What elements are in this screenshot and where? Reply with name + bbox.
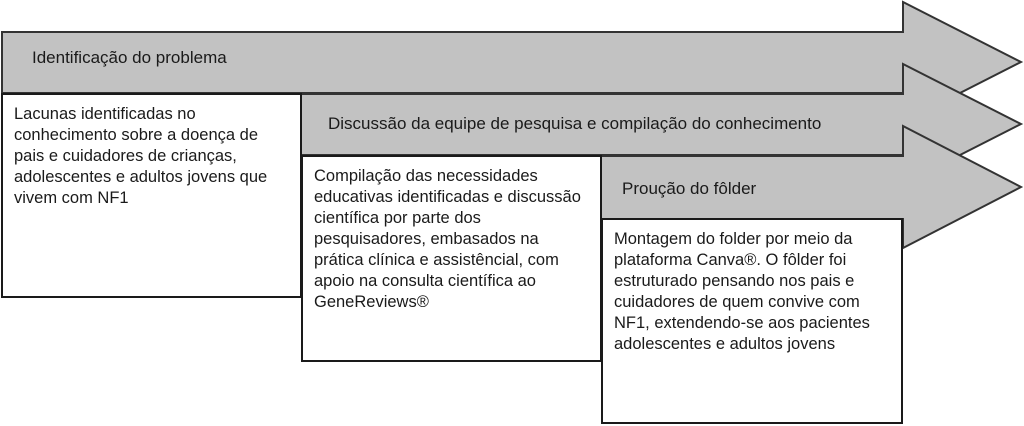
stage-3-description: Montagem do folder por meio da plataforma Canva®. O fôlder foi estruturado pensando nos pais e cuidadores de quem convive com NF1, extendendo-se aos pacientes adolescentes e adultos jovens [614, 230, 870, 353]
stage-1-description: Lacunas identificadas no conhecimento sobre a doença de pais e cuidadores de crianças, adolescentes e adultos jovens que vivem com NF1 [14, 105, 268, 207]
stage-1-description-box [1, 93, 302, 298]
stage-3-description-box [601, 218, 903, 424]
stage-3-title: Proução do fôlder [622, 179, 757, 198]
stage-2-description: Compilação das necessidades educativas identificadas e discussão científica por parte dos pesquisadores, embasados na prática clínica e assistêncial, com apoio na consulta científica ao GeneReviews® [314, 167, 581, 311]
stage-2-description-box [301, 155, 602, 362]
stage-2-title: Discussão da equipe de pesquisa e compilação do conhecimento [328, 114, 822, 133]
stage-1-title: Identificação do problema [32, 48, 227, 67]
